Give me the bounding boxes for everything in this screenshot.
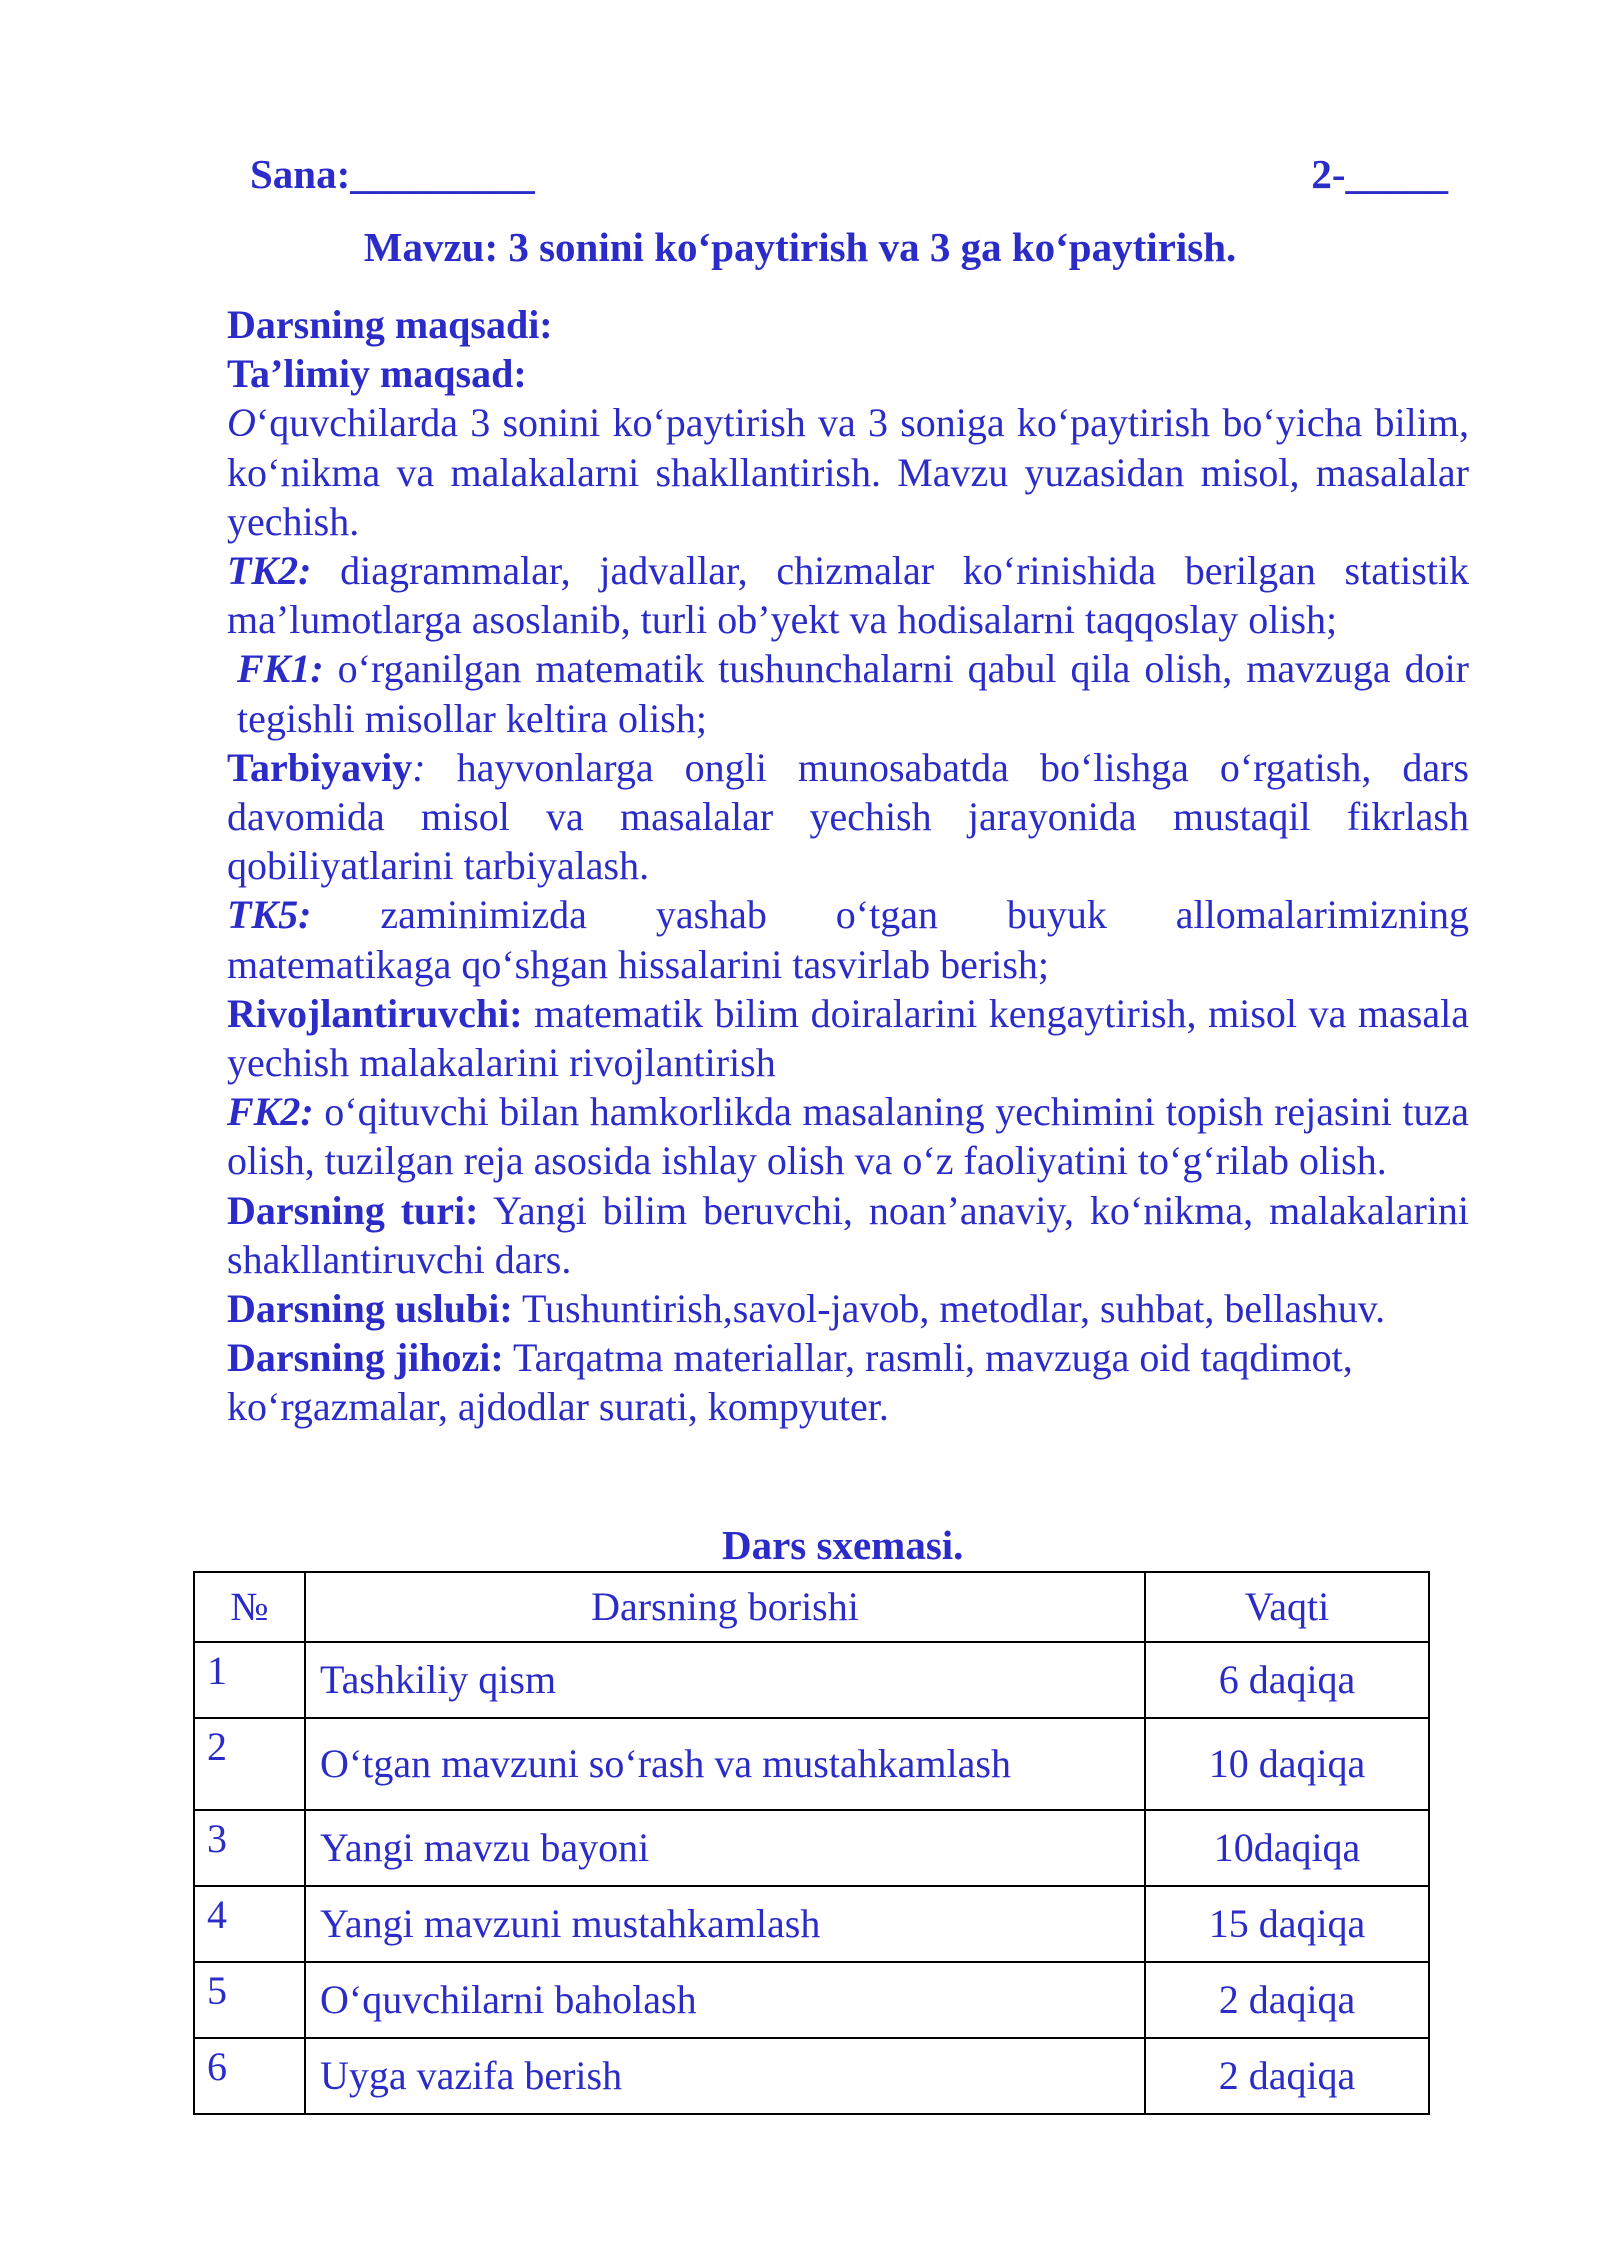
upbringing-paragraph [227,743,1469,891]
row-step: Yangi mavzu bayoni [305,1810,1145,1886]
tk5-word: allomalarimizning [1175,892,1469,938]
row-number: 3 [194,1810,305,1886]
tk2-paragraph [227,546,1469,644]
goals-heading: Darsning maqsadi: [227,302,553,347]
scheme-title: Dars sxemasi. [722,1522,964,1568]
tk5-word: o‘tgan [835,892,938,938]
row-step: Uyga vazifa berish [305,2038,1145,2114]
lesson-type-label: Darsning turi: [227,1187,479,1233]
row-time: 2 daqiqa [1145,2038,1429,2114]
lesson-equipment-paragraph [227,1333,1469,1431]
row-time: 10daqiqa [1145,1810,1429,1886]
fk2-text: o‘qituvchi bilan hamkorlikda masalaning yechimini topish rejasini tuza olish, tuzilgan reja asosida ishlay olish va o‘z faoliyatini to‘g‘rilab olish. [227,1089,1469,1184]
educational-goal-text [227,398,1469,546]
table-row [194,2038,1429,2114]
row-step: O‘tgan mavzuni so‘rash va mustahkamlash [305,1718,1145,1810]
lesson-method-text: Tushuntirish,savol-javob, metodlar, suhbat, bellashuv. [512,1286,1386,1332]
lesson-goals [227,300,1469,1432]
tk2-text: diagrammalar, jadvallar, chizmalar ko‘rinishida berilgan statistik ma’lumotlarga asoslanib, turli ob’yekt va hodisalarni taqqoslay olish; [227,548,1469,643]
column-header-number: № [194,1572,305,1642]
tk2-label: TK2: [227,548,312,594]
tk5-word: buyuk [1006,892,1107,938]
developmental-text: matematik bilim doiralarini kengaytirish, misol va masala yechish malakalarini rivojlantirish [227,990,1469,1086]
lesson-topic: Mavzu: 3 sonini ko‘paytirish va 3 ga ko‘paytirish. [363,224,1237,270]
lesson-type-paragraph [227,1186,1469,1284]
lesson-method-label: Darsning uslubi: [227,1286,513,1332]
developmental-paragraph [227,989,1469,1087]
educational-goal-lead: O [227,400,256,446]
row-step: Tashkiliy qism [305,1642,1145,1718]
tk5-label: TK5: [227,892,312,938]
table-header-row [194,1572,1429,1642]
fk2-paragraph [227,1087,1469,1185]
row-number: 1 [194,1642,305,1718]
column-header-time: Vaqti [1145,1572,1429,1642]
table-row [194,1718,1429,1810]
row-number: 2 [194,1718,305,1810]
upbringing-text: hayvonlarga ongli munosabatda bo‘lishga o‘rgatish, dars davomida misol va masalalar yechish jarayonida mustaqil fikrlash qobiliyatlarini tarbiyalash. [227,744,1469,889]
table-row [194,1810,1429,1886]
fk1-label: FK1: [237,646,324,692]
tk5-text: matematikaga qo‘shgan hissalarini tasvirlab berish; [227,941,1049,987]
lesson-method-paragraph [227,1284,1469,1333]
educational-goal-heading: Ta’limiy maqsad: [227,351,527,397]
row-number: 4 [194,1886,305,1962]
educational-goal-body: ‘quvchilarda 3 sonini ko‘paytirish va 3 soniga ko‘paytirish bo‘yicha bilim, ko‘nikma va malakalarni shakllantirish. Mavzu yuzasidan misol, masalalar yechish. [227,400,1469,544]
upbringing-colon: : [412,744,426,790]
fk1-paragraph [227,644,1469,742]
row-number: 6 [194,2038,305,2114]
row-time: 15 daqiqa [1145,1886,1429,1962]
row-step: Yangi mavzuni mustahkamlash [305,1886,1145,1962]
table-row [194,1642,1429,1718]
lesson-type-text: Yangi bilim beruvchi, noan’anaviy, ko‘nikma, malakalarini shakllantiruvchi dars. [227,1187,1469,1282]
lesson-number: 2-_____ [1311,151,1448,197]
column-header-step: Darsning borishi [305,1572,1145,1642]
header-row [250,151,1448,197]
table-row [194,1886,1429,1962]
row-time: 10 daqiqa [1145,1718,1429,1810]
tk5-word: yashab [655,892,767,938]
fk1-text: o‘rganilgan matematik tushunchalarni qabul qila olish, mavzuga doir tegishli misollar keltira olish; [237,646,1469,741]
developmental-label: Rivojlantiruvchi: [227,990,523,1036]
row-time: 2 daqiqa [1145,1962,1429,2038]
tk5-line [227,890,1469,939]
upbringing-label: Tarbiyaviy [227,744,413,790]
row-time: 6 daqiqa [1145,1642,1429,1718]
fk2-label: FK2: [227,1089,314,1135]
lesson-equipment-label: Darsning jihozi: [227,1335,504,1381]
tk5-word: zaminimizda [380,892,587,938]
row-step: O‘quvchilarni baholash [305,1962,1145,2038]
lesson-equipment-text: Tarqatma materiallar, rasmli, mavzuga oid taqdimot, ko‘rgazmalar, ajdodlar surati, kompyuter. [227,1335,1353,1430]
row-number: 5 [194,1962,305,2038]
table-row [194,1962,1429,2038]
lesson-scheme-table [193,1571,1430,2115]
date-field: Sana:_________ [250,151,535,197]
